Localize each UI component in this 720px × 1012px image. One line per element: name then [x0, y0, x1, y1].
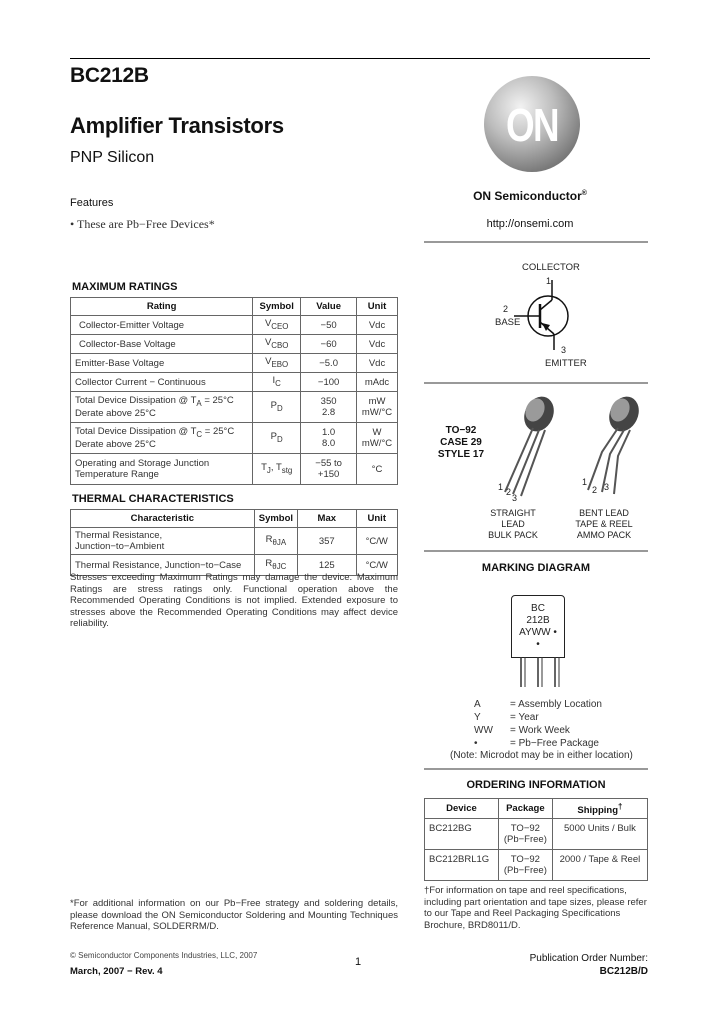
max-ratings-table — [70, 297, 398, 485]
value-cell: −60 — [301, 335, 357, 354]
value-cell: 350 2.8 — [301, 392, 357, 423]
device-cell: BC212BRL1G — [425, 850, 499, 881]
col-package: Package — [498, 799, 552, 819]
symbol-cell: $P_D$ — [253, 392, 301, 423]
order-number: BC212B/D — [599, 966, 648, 977]
unit-cell: Vdc — [357, 354, 398, 373]
device-cell: BC212BG — [425, 819, 499, 850]
col-symbol: Symbol — [254, 510, 297, 528]
value-cell: −50 — [301, 316, 357, 335]
pnp-transistor-symbol — [510, 280, 590, 360]
straight-lead-package-icon — [495, 392, 565, 502]
unit-cell: °C/W — [356, 528, 398, 555]
rating-cell: Emitter-Base Voltage — [71, 354, 253, 373]
unit-cell: °C — [357, 454, 398, 485]
company-url[interactable]: http://onsemi.com — [486, 218, 574, 230]
characteristic-cell: Thermal Resistance, Junction−to−Case — [71, 555, 255, 576]
marking-package: BC 212B AYWW • • — [511, 595, 565, 658]
page-subtitle: PNP Silicon — [70, 149, 155, 166]
max-ratings-heading: MAXIMUM RATINGS — [72, 281, 178, 293]
col-device: Device — [425, 799, 499, 819]
table-row — [425, 850, 648, 881]
value-cell: 1.0 8.0 — [301, 423, 357, 454]
table-header-row — [71, 510, 398, 528]
thermal-heading: THERMAL CHARACTERISTICS — [72, 493, 234, 505]
table-header-row — [71, 298, 398, 316]
rating-cell: Collector-Emitter Voltage — [71, 316, 253, 335]
unit-cell: Vdc — [357, 316, 398, 335]
pin-label: 2 — [592, 485, 598, 495]
base-label: BASE — [495, 317, 521, 328]
collector-label: COLLECTOR — [522, 262, 580, 273]
col-unit: Unit — [356, 510, 398, 528]
legend-key: A — [474, 699, 481, 710]
table-row — [71, 316, 398, 335]
col-rating: Rating — [71, 298, 253, 316]
table-row — [71, 423, 398, 454]
pin-label: 2 — [506, 487, 512, 497]
legend-key: • — [474, 738, 478, 749]
pin-label: 3 — [604, 482, 610, 492]
symbol-cell: $V_{EBO}$ — [253, 354, 301, 373]
package-cell: TO−92 (Pb−Free) — [498, 850, 552, 881]
table-row — [71, 373, 398, 392]
value-cell: −100 — [301, 373, 357, 392]
value-cell: −5.0 — [301, 354, 357, 373]
symbol-cell: $I_C$ — [253, 373, 301, 392]
table-row — [71, 335, 398, 354]
features-heading: Features — [70, 197, 114, 209]
bullet-icon: • — [70, 217, 75, 231]
feature-item — [70, 217, 215, 232]
divider — [424, 768, 648, 770]
legend-value: = Year — [510, 712, 539, 723]
publication-label: Publication Order Number: — [529, 953, 648, 964]
on-logo-text: ON — [506, 99, 558, 151]
col-shipping: Shipping† — [552, 799, 647, 819]
symbol-cell: $T_J$, $T_{stg}$ — [253, 454, 301, 485]
col-max: Max — [298, 510, 356, 528]
marking-heading: MARKING DIAGRAM — [481, 562, 591, 574]
rating-cell: Total Device Dissipation @ $T_C = 25^\circ C$ Derate above 25°C — [71, 423, 253, 454]
legend-value: = Work Week — [510, 725, 570, 736]
feature-text: These are Pb−Free Devices* — [77, 217, 215, 231]
col-unit: Unit — [357, 298, 398, 316]
unit-cell: W mW/°C — [357, 423, 398, 454]
thermal-table — [70, 509, 398, 576]
on-logo — [484, 76, 580, 172]
top-rule — [70, 58, 650, 59]
stress-note: Stresses exceeding Maximum Ratings may damage the device. Maximum Ratings are stress ratings only. Functional operation above the Recommended Operating Conditions is not implied. Extended exposure to stresses above the Recommended Operating Conditions may affect device reliability. — [70, 572, 398, 629]
tape-reel-footnote: †For information on tape and reel specifications, including part orientation and tape sizes, please refer to our Tape and Reel Packaging Specifications Brochure, BRD8011/D. — [424, 885, 647, 931]
pin-label: 1 — [582, 477, 588, 487]
unit-cell: °C/W — [356, 555, 398, 576]
shipping-cell: 2000 / Tape & Reel — [552, 850, 647, 881]
divider — [424, 382, 648, 384]
package-name: TO−92 CASE 29 STYLE 17 — [437, 425, 485, 460]
package-cell: TO−92 (Pb−Free) — [498, 819, 552, 850]
pin-label: 3 — [512, 493, 518, 503]
table-row — [71, 528, 398, 555]
page-title: Amplifier Transistors — [70, 113, 284, 138]
ordering-table — [424, 798, 648, 881]
symbol-cell: $R_{\theta JC}$ — [254, 555, 297, 576]
col-characteristic: Characteristic — [71, 510, 255, 528]
table-row — [71, 454, 398, 485]
rating-cell: Collector-Base Voltage — [71, 335, 253, 354]
footer-date: March, 2007 − Rev. 4 — [70, 966, 163, 977]
legend-key: WW — [474, 725, 493, 736]
shipping-cell: 5000 Units / Bulk — [552, 819, 647, 850]
symbol-cell: $R_{\theta JA}$ — [254, 528, 297, 555]
table-row — [425, 819, 648, 850]
legend-value: = Assembly Location — [510, 699, 602, 710]
straight-lead-label: STRAIGHT LEAD BULK PACK — [488, 508, 538, 540]
divider — [424, 241, 648, 243]
symbol-cell: $V_{CBO}$ — [253, 335, 301, 354]
microdot-icon: • — [536, 639, 540, 650]
legend-key: Y — [474, 712, 481, 723]
col-symbol: Symbol — [253, 298, 301, 316]
symbol-cell: $P_D$ — [253, 423, 301, 454]
bent-lead-package-icon — [580, 392, 650, 502]
unit-cell: mAdc — [357, 373, 398, 392]
col-value: Value — [301, 298, 357, 316]
footer-copyright: © Semiconductor Components Industries, LLC, 2007 — [70, 951, 258, 960]
max-cell: 357 — [298, 528, 356, 555]
rating-cell: Total Device Dissipation @ $T_A = 25^\circ C$ Derate above 25°C — [71, 392, 253, 423]
pb-free-footnote: *For additional information on our Pb−Free strategy and soldering details, please download the ON Semiconductor Soldering and Mounting Techniques Reference Manual, SOLDERRM/D. — [70, 898, 398, 932]
divider — [424, 550, 648, 552]
rating-cell: Collector Current − Continuous — [71, 373, 253, 392]
table-row — [71, 354, 398, 373]
symbol-cell: $V_{CEO}$ — [253, 316, 301, 335]
pin-label: 1 — [498, 482, 504, 492]
microdot-icon: • — [553, 627, 557, 638]
rating-cell: Operating and Storage Junction Temperature Range — [71, 454, 253, 485]
value-cell: −55 to +150 — [301, 454, 357, 485]
part-number: BC212B — [70, 64, 149, 87]
emitter-label: EMITTER — [545, 358, 587, 369]
table-header-row — [425, 799, 648, 819]
ordering-heading: ORDERING INFORMATION — [466, 779, 606, 791]
emitter-pin: 3 — [561, 345, 567, 355]
unit-cell: mW mW/°C — [357, 392, 398, 423]
company-name: ON Semiconductor® — [473, 189, 587, 203]
max-cell: 125 — [298, 555, 356, 576]
base-pin: 2 — [503, 304, 509, 314]
collector-pin: 1 — [546, 276, 552, 286]
marking-note: (Note: Microdot may be in either location) — [450, 750, 633, 761]
legend-value: = Pb−Free Package — [510, 738, 599, 749]
characteristic-cell: Thermal Resistance, Junction−to−Ambient — [71, 528, 255, 555]
marking-leads-icon — [511, 657, 567, 689]
unit-cell: Vdc — [357, 335, 398, 354]
table-row — [71, 392, 398, 423]
page-number: 1 — [355, 956, 362, 968]
bent-lead-label: BENT LEAD TAPE & REEL AMMO PACK — [575, 508, 633, 540]
